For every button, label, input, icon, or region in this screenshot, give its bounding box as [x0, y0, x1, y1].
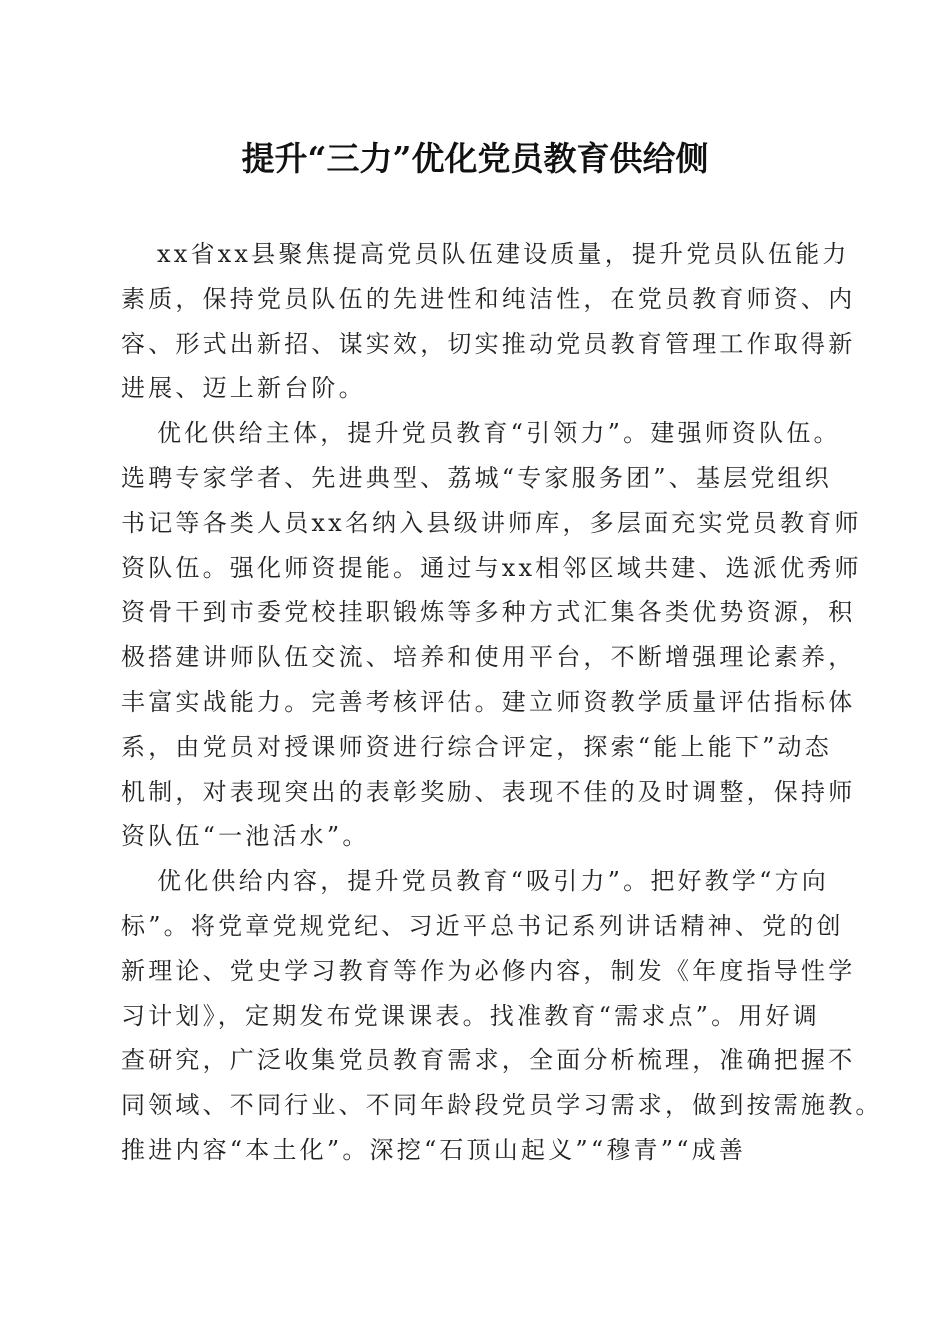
paragraph-line: 习计划》，定期发布党课课表。找准教育“需求点”。用好调 — [121, 1001, 820, 1030]
paragraph-line: 机制，对表现突出的表彰奖励、表现不佳的及时调整，保持师 — [121, 777, 856, 806]
paragraph-line: 系，由党员对授课师资进行综合评定，探索“能上能下”动态 — [121, 732, 832, 761]
paragraph-line: 查研究，广泛收集党员教育需求，全面分析梳理，准确把握不 — [121, 1046, 856, 1075]
paragraph-line: 进展、迈上新台阶。 — [121, 374, 366, 403]
paragraph-line: 极搭建讲师队伍交流、培养和使用平台，不断增强理论素养， — [121, 643, 856, 672]
paragraph-line: 同领域、不同行业、不同年龄段党员学习需求，做到按需施教。 — [121, 1091, 883, 1120]
paragraph-line: xx省xx县聚焦提高党员队伍建设质量，提升党员队伍能力 — [157, 240, 850, 268]
paragraph-line: 容、形式出新招、谋实效，切实推动党员教育管理工作取得新 — [121, 329, 856, 358]
document-title: 提升“三力”优化党员教育供给侧 — [241, 139, 709, 178]
paragraph-line: 选聘专家学者、先进典型、荔城“专家服务团”、基层党组织 — [121, 463, 832, 492]
paragraph-line: 资队伍“一池活水”。 — [121, 822, 370, 851]
paragraph-line: 资骨干到市委党校挂职锻炼等多种方式汇集各类优势资源，积 — [121, 598, 856, 627]
paragraph-line: 新理论、党史学习教育等作为必修内容，制发《年度指导性学 — [121, 956, 856, 985]
paragraph-line: 推进内容“本土化”。深挖“石顶山起义”“穆青”“成善 — [121, 1135, 747, 1164]
paragraph-3 — [121, 859, 883, 1173]
paragraph-line: 书记等各类人员xx名纳入县级讲师库，多层面充实党员教育师 — [121, 508, 862, 537]
paragraph-line: 素质，保持党员队伍的先进性和纯洁性，在党员教育师资、内 — [121, 284, 856, 313]
document-body — [121, 232, 883, 1173]
paragraph-2 — [121, 411, 862, 859]
paragraph-line: 优化供给内容，提升党员教育“吸引力”。把好教学“方向 — [157, 867, 830, 896]
paragraph-1 — [121, 232, 856, 411]
paragraph-line: 标”。将党章党规党纪、习近平总书记系列讲话精神、党的创 — [121, 911, 844, 940]
paragraph-line: 优化供给主体，提升党员教育“引领力”。建强师资队伍。 — [157, 419, 841, 448]
paragraph-line: 资队伍。强化师资提能。通过与xx相邻区域共建、选派优秀师 — [121, 553, 862, 582]
paragraph-line: 丰富实战能力。完善考核评估。建立师资教学质量评估指标体 — [121, 687, 856, 716]
